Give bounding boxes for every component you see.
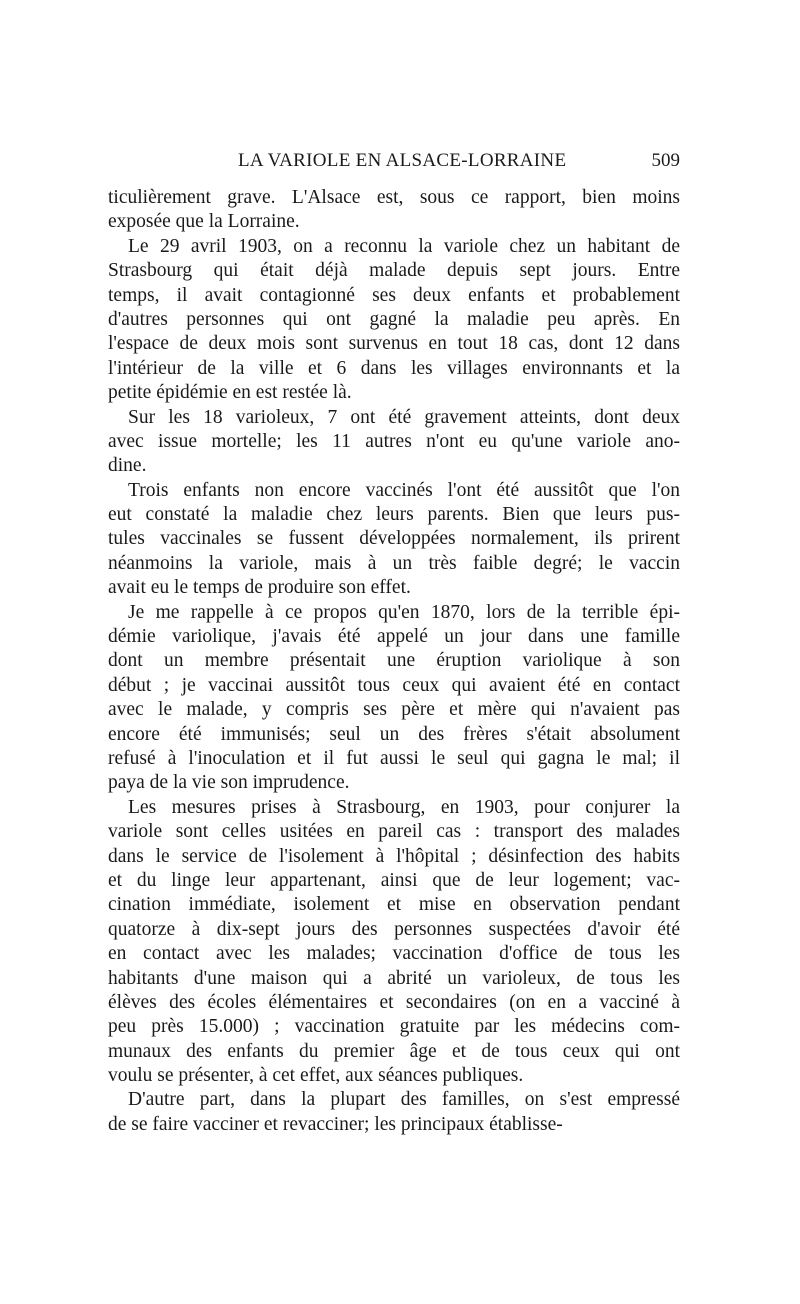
text-line: voulu se présenter, à cet effet, aux séances publiques. bbox=[108, 1065, 524, 1087]
text-line: avec issue mortelle; les 11 autres n'ont eu qu'une variole ano- bbox=[108, 430, 680, 452]
text-line: Sur les 18 varioleux, 7 ont été gravement atteints, dont deux bbox=[128, 406, 680, 428]
text-line: ticulièrement grave. L'Alsace est, sous ce rapport, bien moins bbox=[108, 187, 680, 208]
text-line: dine. bbox=[108, 455, 147, 477]
text-line: Les mesures prises à Strasbourg, en 1903, pour conjurer la bbox=[128, 796, 680, 818]
text-line: encore été immunisés; seul un des frères s'était absolument bbox=[108, 723, 680, 745]
page-number: 509 bbox=[651, 150, 680, 171]
text-line: l'espace de deux mois sont survenus en tout 18 cas, dont 12 dans bbox=[108, 333, 680, 355]
text-line: cination immédiate, isolement et mise en observation pendant bbox=[108, 894, 680, 916]
text-line: de se faire vacciner et revacciner; les principaux établisse- bbox=[108, 1113, 563, 1135]
text-line: l'intérieur de la ville et 6 dans les villages environnants et la bbox=[108, 357, 680, 379]
text-line: paya de la vie son imprudence. bbox=[108, 772, 350, 794]
text-line: en contact avec les malades; vaccination d'office de tous les bbox=[108, 943, 680, 965]
text-line: Trois enfants non encore vaccinés l'ont été aussitôt que l'on bbox=[128, 479, 680, 501]
paragraph-enfants bbox=[108, 479, 680, 601]
text-line: démie variolique, j'avais été appelé un jour dans une famille bbox=[108, 626, 680, 648]
text-line: refusé à l'inoculation et il fut aussi le seul qui gagna le mal; il bbox=[108, 747, 680, 769]
text-line: dans le service de l'isolement à l'hôpital ; désinfection des habits bbox=[108, 845, 680, 867]
body-text bbox=[108, 186, 680, 1137]
text-line: d'autres personnes qui ont gagné la maladie peu après. En bbox=[108, 308, 680, 330]
text-line: avait eu le temps de produire son effet. bbox=[108, 577, 411, 599]
text-line: tules vaccinales se fussent développées normalement, ils prirent bbox=[108, 528, 680, 550]
paragraph-mesures bbox=[108, 796, 680, 1089]
text-line: quatorze à dix-sept jours des personnes suspectées d'avoir été bbox=[108, 918, 680, 940]
text-line: dont un membre présentait une éruption variolique à son bbox=[108, 650, 680, 672]
text-line: variole sont celles usitées en pareil cas : transport des malades bbox=[108, 821, 680, 843]
text-line: élèves des écoles élémentaires et secondaires (on en a vacciné à bbox=[108, 991, 680, 1013]
text-line: habitants d'une maison qui a abrité un varioleux, de tous les bbox=[108, 967, 680, 989]
paragraph-autre-part bbox=[108, 1088, 680, 1137]
paragraph-continuation bbox=[108, 186, 680, 235]
text-line: début ; je vaccinai aussitôt tous ceux qui avaient été en contact bbox=[108, 674, 680, 696]
text-line: Le 29 avril 1903, on a reconnu la variole chez un habitant de bbox=[128, 235, 680, 257]
paragraph-varioleux bbox=[108, 406, 680, 479]
text-line: eut constaté la maladie chez leurs parents. Bien que leurs pus- bbox=[108, 504, 680, 526]
text-line: et du linge leur appartenant, ainsi que de leur logement; vac- bbox=[108, 869, 680, 891]
text-line: temps, il avait contagionné ses deux enfants et probablement bbox=[108, 284, 680, 306]
text-line: néanmoins la variole, mais à un très faible degré; le vaccin bbox=[108, 552, 680, 574]
text-line: Strasbourg qui était déjà malade depuis sept jours. Entre bbox=[108, 260, 680, 282]
text-line: peu près 15.000) ; vaccination gratuite par les médecins com- bbox=[108, 1016, 680, 1038]
text-line: munaux des enfants du premier âge et de tous ceux qui ont bbox=[108, 1040, 680, 1062]
running-head bbox=[108, 150, 680, 178]
paragraph-strasbourg-1903 bbox=[108, 235, 680, 406]
text-line: Je me rappelle à ce propos qu'en 1870, lors de la terrible épi- bbox=[128, 601, 680, 623]
text-line: avec le malade, y compris ses père et mère qui n'avaient pas bbox=[108, 699, 680, 721]
text-line: petite épidémie en est restée là. bbox=[108, 382, 352, 404]
running-title: LA VARIOLE EN ALSACE-LORRAINE bbox=[238, 150, 567, 171]
text-line: D'autre part, dans la plupart des familles, on s'est empressé bbox=[128, 1089, 680, 1111]
text-line: exposée que la Lorraine. bbox=[108, 211, 300, 233]
paragraph-1870 bbox=[108, 601, 680, 796]
